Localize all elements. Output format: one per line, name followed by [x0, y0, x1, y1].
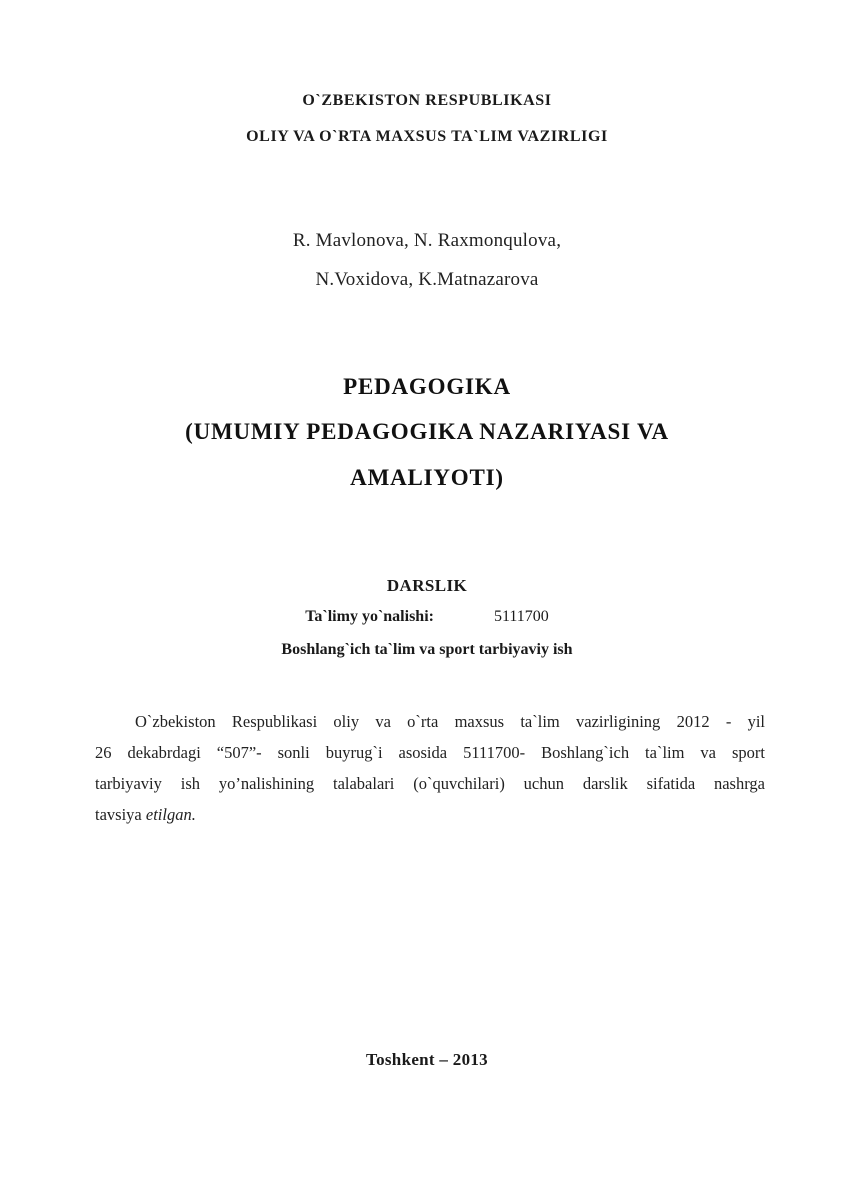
header-ministry: OLIY VA O`RTA MAXSUS TA`LIM VAZIRLIGI — [246, 128, 608, 145]
authors-line-2: N.Voxidova, K.Matnazarova — [315, 269, 539, 290]
place-and-year: Toshkent – 2013 — [366, 1050, 488, 1069]
book-title: PEDAGOGIKA — [343, 374, 511, 399]
approval-line-4-end: etilgan. — [145, 805, 196, 824]
approval-line-4 — [95, 799, 765, 830]
education-direction-name: Boshlang`ich ta`lim va sport tarbiyaviy ish — [281, 641, 573, 658]
approval-line-2: 26 dekabrdagi “507”- sonli buyrug`i asosida 5111700- Boshlang`ich ta`lim va sport — [95, 743, 765, 762]
education-direction-code: 5111700 — [493, 608, 549, 625]
authors-line-1: R. Mavlonova, N. Raxmonqulova, — [292, 230, 562, 251]
approval-paragraph — [95, 706, 765, 830]
publication-type: DARSLIK — [386, 576, 468, 595]
approval-line-4-start: tavsiya — [95, 805, 142, 824]
education-direction — [0, 608, 854, 626]
header-country: O`ZBEKISTON RESPUBLIKASI — [302, 92, 552, 109]
approval-line-3: tarbiyaviy ish yo’nalishining talabalari (o`quvchilari) uchun darslik sifatida nashrga — [95, 774, 765, 793]
book-subtitle-line-2: AMALIYOTI) — [350, 465, 504, 490]
book-subtitle-line-1: (UMUMIY PEDAGOGIKA NAZARIYASI VA — [185, 419, 669, 444]
education-direction-label: Ta`limy yo`nalishi: — [305, 608, 434, 625]
approval-line-1: O`zbekiston Respublikasi oliy va o`rta maxsus ta`lim vazirligining 2012 - yil — [135, 712, 765, 731]
